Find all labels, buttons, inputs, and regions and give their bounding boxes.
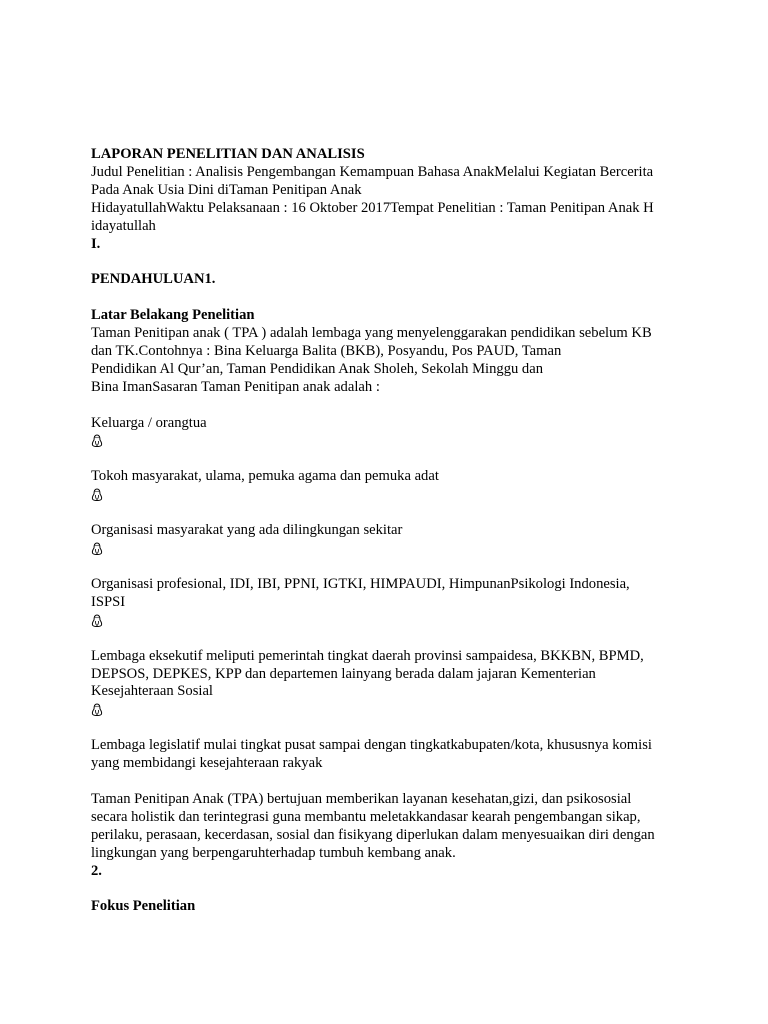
subheading: Latar Belakang Penelitian [91, 307, 255, 324]
meta-line: HidayatullahWaktu Pelaksanaan : 16 Oktober 2017Tempat Penelitian : Taman Penitipan Anak H [91, 199, 654, 216]
blank-line [91, 880, 691, 898]
section-number: 2. [91, 862, 102, 879]
meta-line: Judul Penelitian : Analisis Pengembangan Kemampuan Bahasa AnakMelalui Kegiatan Bercerita [91, 163, 654, 180]
list-item: Tokoh masyarakat, ulama, pemuka agama dan pemuka adat [91, 468, 439, 485]
document-page [91, 146, 691, 916]
penguin-icon [91, 486, 105, 504]
list-item: DEPSOS, DEPKES, KPP dan departemen lainyang berada dalam jajaran Kementerian [91, 665, 596, 682]
section-heading: PENDAHULUAN1. [91, 271, 216, 288]
list-item: Kesejahteraan Sosial [91, 683, 213, 700]
blank-line [91, 450, 691, 468]
list-item: Lembaga eksekutif meliputi pemerintah tingkat daerah provinsi sampaidesa, BKKBN, BPMD, [91, 647, 644, 664]
blank-line [91, 504, 691, 522]
meta-line: idayatullah [91, 217, 156, 234]
meta-line: Pada Anak Usia Dini diTaman Penitipan Anak [91, 181, 362, 198]
paragraph-line: secara holistik dan terintegrasi guna membantu meletakkandasar kearah pengembangan sikap, [91, 808, 641, 825]
blank-line [91, 630, 691, 648]
paragraph-line: Taman Penitipan anak ( TPA ) adalah lembaga yang menyelenggarakan pendidikan sebelum KB [91, 325, 652, 342]
penguin-icon [91, 701, 105, 719]
penguin-icon [91, 612, 105, 630]
blank-line [91, 289, 691, 307]
list-item: Organisasi profesional, IDI, IBI, PPNI, IGTKI, HIMPAUDI, HimpunanPsikologi Indonesia, [91, 575, 630, 592]
blank-line [91, 773, 691, 791]
list-item: Organisasi masyarakat yang ada dilingkungan sekitar [91, 522, 403, 539]
list-item: ISPSI [91, 593, 126, 610]
list-item: Keluarga / orangtua [91, 414, 207, 431]
paragraph-line: Bina ImanSasaran Taman Penitipan anak adalah : [91, 378, 380, 395]
blank-line [91, 397, 691, 415]
subheading: Fokus Penelitian [91, 898, 196, 915]
paragraph-line: yang membidangi kesejahteraan rakyak [91, 755, 323, 772]
blank-line [91, 253, 691, 271]
section-number: I. [91, 235, 101, 252]
penguin-icon [91, 432, 105, 450]
document-title: LAPORAN PENELITIAN DAN ANALISIS [91, 146, 365, 162]
paragraph-line: lingkungan yang berpengaruhterhadap tumbuh kembang anak. [91, 844, 456, 861]
blank-line [91, 719, 691, 737]
paragraph-line: Pendidikan Al Qur’an, Taman Pendidikan Anak Sholeh, Sekolah Minggu dan [91, 360, 544, 377]
blank-line [91, 558, 691, 576]
paragraph-line: dan TK.Contohnya : Bina Keluarga Balita (BKB), Posyandu, Pos PAUD, Taman [91, 342, 562, 359]
paragraph-line: Lembaga legislatif mulai tingkat pusat sampai dengan tingkatkabupaten/kota, khususnya komisi [91, 737, 652, 754]
penguin-icon [91, 540, 105, 558]
paragraph-line: perilaku, perasaan, kecerdasan, sosial dan fisikyang diperlukan dalam menyesuaikan diri dengan [91, 826, 655, 843]
paragraph-line: Taman Penitipan Anak (TPA) bertujuan memberikan layanan kesehatan,gizi, dan psikososial [91, 790, 632, 807]
